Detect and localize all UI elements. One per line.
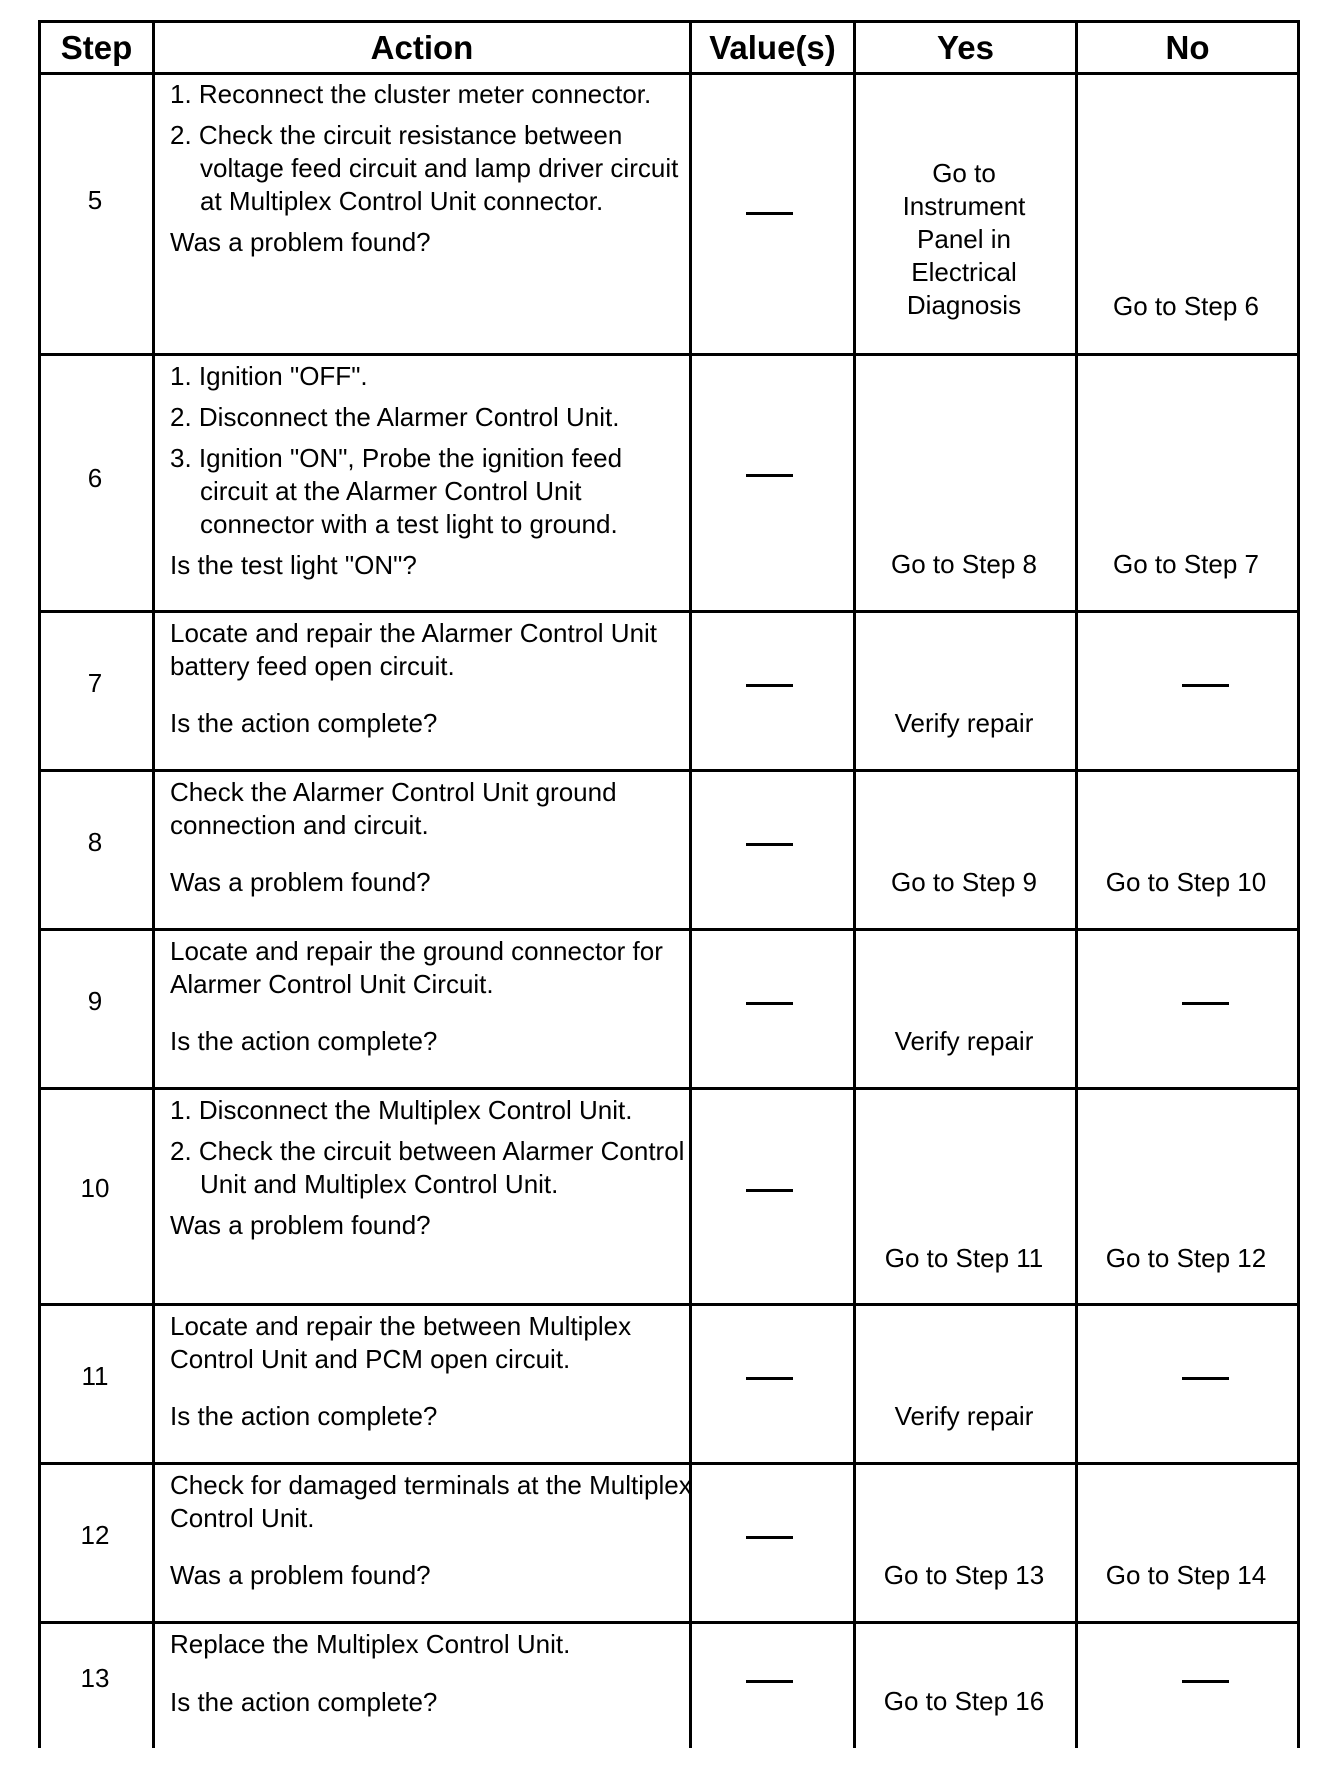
- row-divider: [38, 1303, 1300, 1306]
- no-dash: [1182, 684, 1229, 687]
- action-cell: [170, 1310, 695, 1433]
- action-item: 2. Disconnect the Alarmer Control Unit.: [170, 402, 620, 432]
- value-dash: [746, 684, 793, 687]
- value-dash: [746, 1377, 793, 1380]
- no-dash: [1182, 1002, 1229, 1005]
- action-item: 2. Check the circuit between Alarmer Control Unit and Multiplex Control Unit.: [170, 1136, 685, 1199]
- action-text: Check the Alarmer Control Unit ground connection and circuit.: [170, 777, 617, 840]
- header-no: No: [1165, 28, 1210, 66]
- yes-result: Go to Step 13: [883, 1560, 1045, 1590]
- action-question: Was a problem found?: [170, 1210, 431, 1240]
- action-question: Was a problem found?: [170, 867, 431, 897]
- no-result: Go to Step 12: [1105, 1243, 1267, 1273]
- step-number: 5: [87, 185, 103, 215]
- action-text: Replace the Multiplex Control Unit.: [170, 1629, 571, 1659]
- action-question: Is the test light "ON"?: [170, 550, 417, 580]
- no-result: Go to Step 7: [1113, 549, 1259, 579]
- yes-result: Go to Step 11: [884, 1243, 1044, 1273]
- value-dash: [746, 1002, 793, 1005]
- action-text: Check for damaged terminals at the Multiplex Control Unit.: [170, 1470, 692, 1533]
- yes-result: Go to Step 9: [891, 867, 1037, 897]
- yes-result: Verify repair: [894, 1401, 1034, 1431]
- action-cell: [170, 1628, 695, 1719]
- row-divider: [38, 353, 1300, 356]
- row-divider: [38, 769, 1300, 772]
- action-question: Was a problem found?: [170, 1560, 431, 1590]
- action-cell: [170, 935, 695, 1058]
- action-item: 3. Ignition "ON", Probe the ignition feed circuit at the Alarmer Control Unit connector with a test light to ground.: [170, 443, 623, 539]
- value-dash: [746, 1680, 793, 1683]
- action-cell: [170, 776, 695, 899]
- step-number: 7: [87, 668, 103, 698]
- yes-result: Verify repair: [894, 1026, 1034, 1056]
- value-dash: [746, 212, 793, 215]
- step-number: 13: [80, 1663, 110, 1693]
- header-yes: Yes: [937, 28, 994, 66]
- action-item: 2. Check the circuit resistance between voltage feed circuit and lamp driver circuit at Multiplex Control Unit connector.: [170, 120, 679, 216]
- yes-result: Go to Step 16: [883, 1686, 1045, 1716]
- step-number: 12: [80, 1520, 110, 1550]
- value-dash: [746, 1536, 793, 1539]
- row-divider: [38, 1087, 1300, 1090]
- action-cell: [170, 360, 695, 582]
- diagnostic-table: [38, 20, 1300, 1748]
- action-text: Locate and repair the Alarmer Control Unit battery feed open circuit.: [170, 618, 658, 681]
- row-divider: [38, 1462, 1300, 1465]
- step-number: 11: [81, 1361, 109, 1391]
- row-divider: [38, 928, 1300, 931]
- action-question: Is the action complete?: [170, 708, 438, 738]
- step-number: 8: [87, 827, 103, 857]
- value-dash: [746, 843, 793, 846]
- action-text: Locate and repair the ground connector for Alarmer Control Unit Circuit.: [170, 936, 663, 999]
- step-number: 9: [87, 986, 103, 1016]
- action-item: 1. Ignition "OFF".: [170, 361, 368, 391]
- table-right-border: [1297, 20, 1300, 1748]
- value-dash: [746, 474, 793, 477]
- yes-result: Go to Step 8: [891, 549, 1037, 579]
- action-question: Is the action complete?: [170, 1687, 438, 1717]
- step-number: 10: [80, 1173, 110, 1203]
- yes-result: Verify repair: [894, 708, 1034, 738]
- action-question: Is the action complete?: [170, 1026, 438, 1056]
- table-left-border-lower: [38, 75, 41, 1748]
- no-result: Go to Step 6: [1113, 291, 1259, 321]
- yes-result: Go to Instrument Panel in Electrical Diagnosis: [902, 158, 1026, 320]
- action-item: 1. Disconnect the Multiplex Control Unit.: [170, 1095, 633, 1125]
- col-divider-step: [152, 20, 155, 1748]
- value-dash: [746, 1189, 793, 1192]
- action-cell: [170, 1094, 695, 1242]
- action-cell: [170, 617, 695, 740]
- no-dash: [1182, 1377, 1229, 1380]
- step-number: 6: [87, 463, 103, 493]
- no-result: Go to Step 14: [1105, 1560, 1267, 1590]
- header-action: Action: [370, 28, 474, 66]
- action-question: Is the action complete?: [170, 1401, 438, 1431]
- no-result: Go to Step 10: [1105, 867, 1267, 897]
- action-text: Locate and repair the between Multiplex Control Unit and PCM open circuit.: [170, 1311, 632, 1374]
- row-divider: [38, 610, 1300, 613]
- action-cell: [170, 1469, 695, 1592]
- action-question: Was a problem found?: [170, 227, 431, 257]
- action-cell: [170, 78, 695, 259]
- header-values: Value(s): [709, 28, 836, 66]
- action-item: 1. Reconnect the cluster meter connector.: [170, 79, 652, 109]
- row-divider: [38, 1621, 1300, 1624]
- no-dash: [1182, 1680, 1229, 1683]
- header-step: Step: [60, 28, 133, 66]
